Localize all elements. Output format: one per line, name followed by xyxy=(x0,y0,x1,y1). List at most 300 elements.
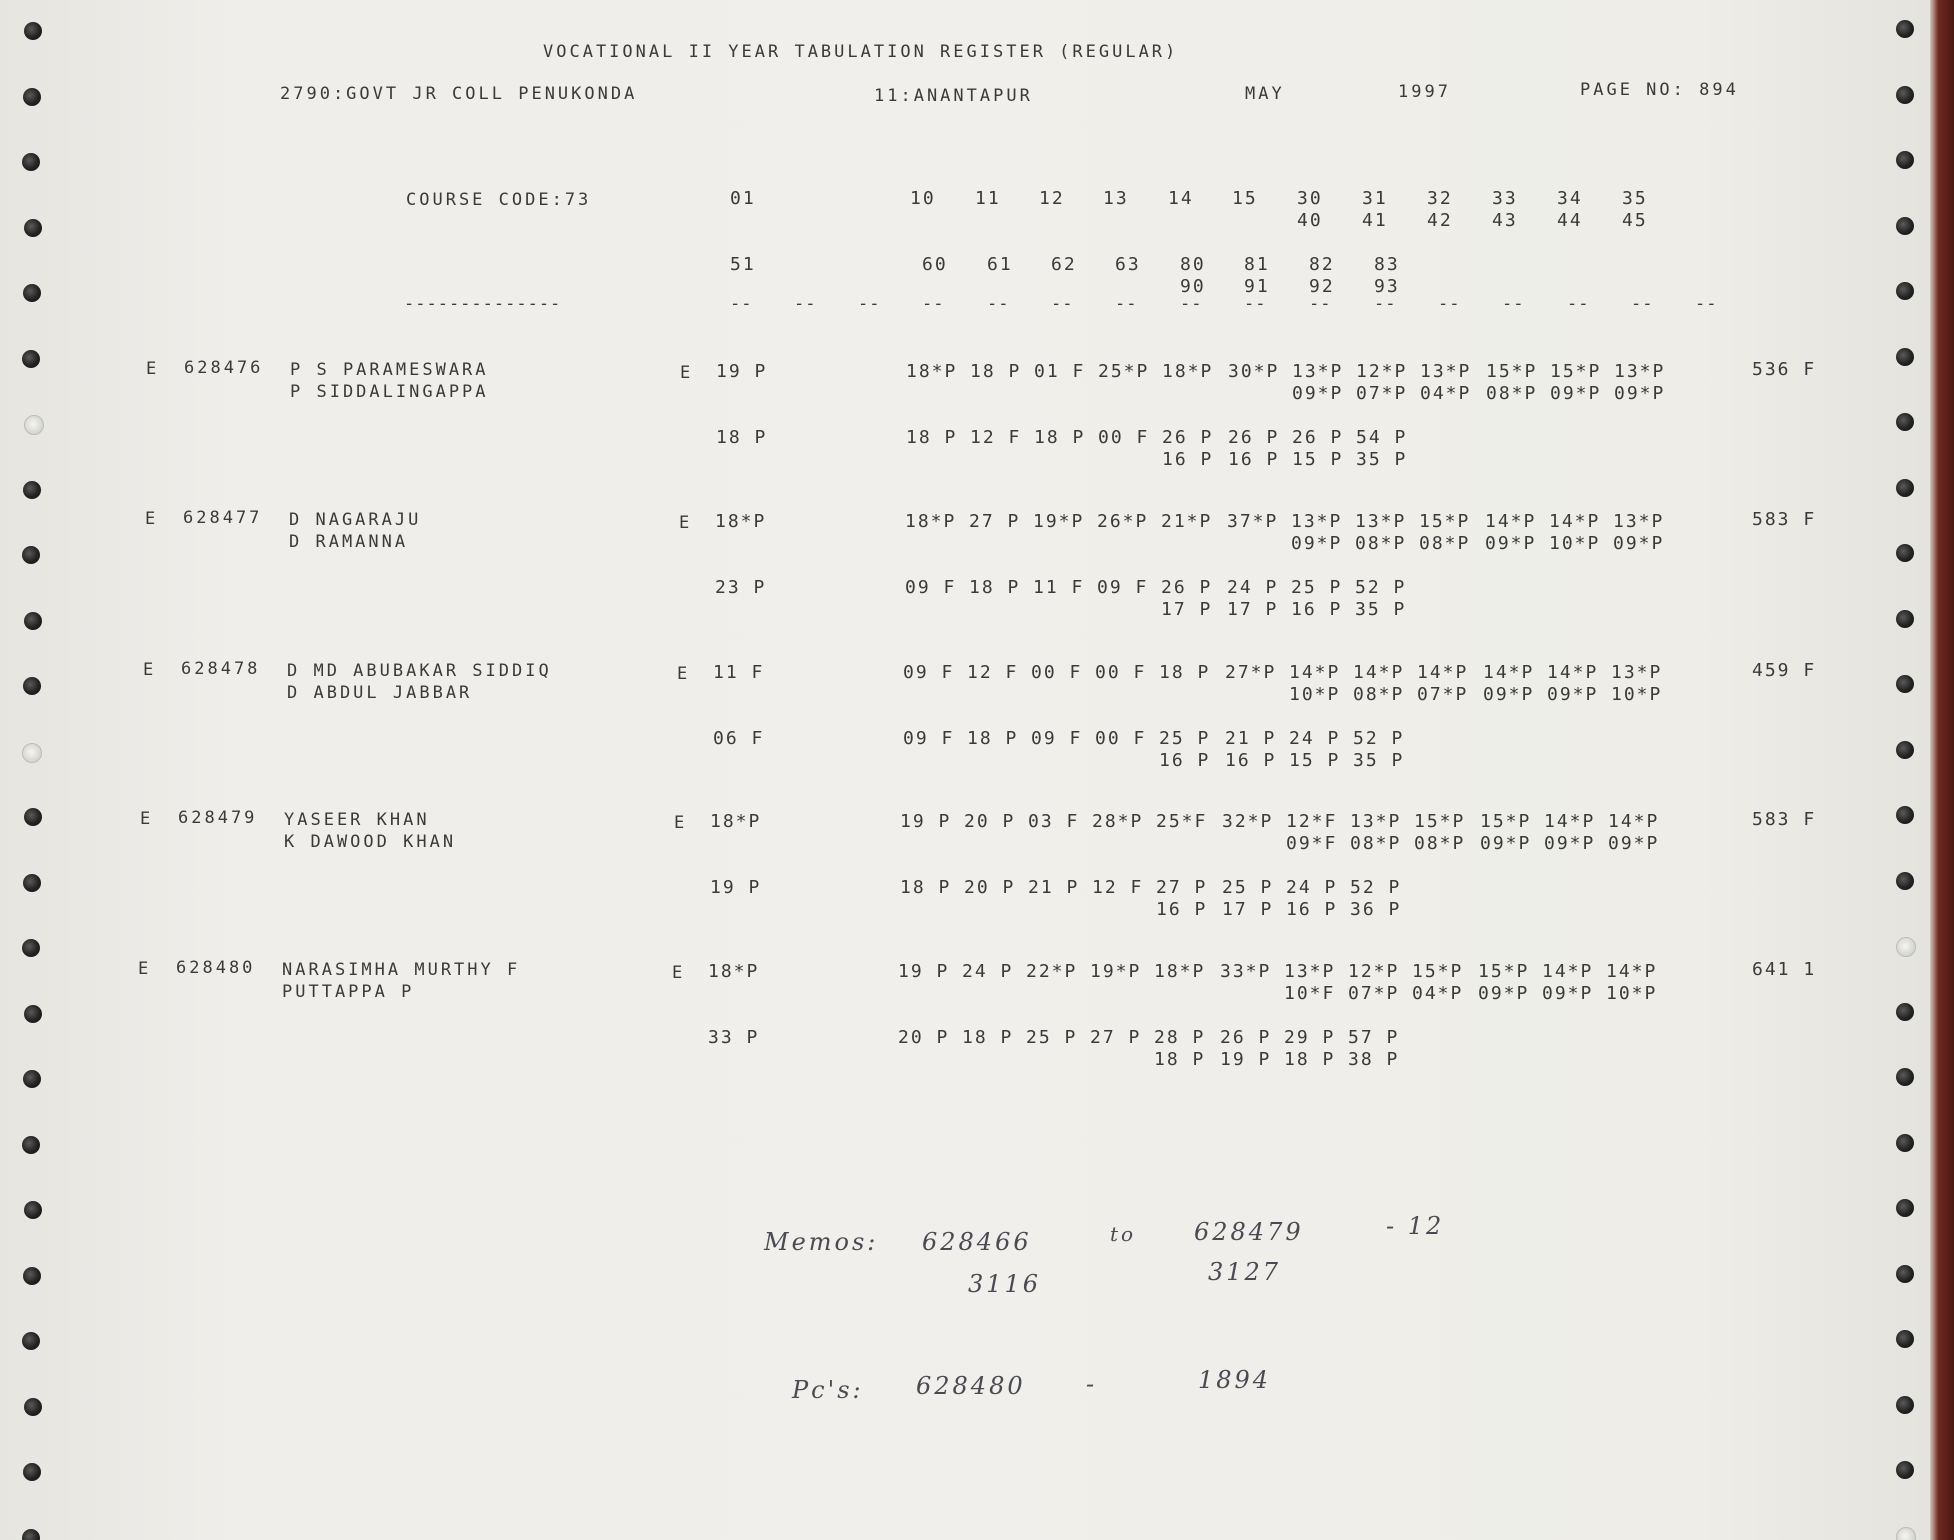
subject-mark: 33*P xyxy=(1220,961,1272,982)
subject-mark: 15*P xyxy=(1414,811,1466,832)
practical-mark: 00 F xyxy=(1095,728,1147,749)
subject-mark: 18*P xyxy=(1162,361,1214,382)
pcs-dash: - xyxy=(1086,1370,1098,1398)
subject-mark: 07*P xyxy=(1356,383,1408,404)
subject-mark: 15*P xyxy=(1550,361,1602,382)
feed-hole xyxy=(1896,282,1914,300)
subject-mark: 18*P xyxy=(905,511,957,532)
subject-code: 80 xyxy=(1180,254,1206,275)
total-marks: 583 F xyxy=(1752,809,1817,830)
column-dash: -- xyxy=(1051,294,1074,314)
pcs-sub: 1894 xyxy=(1198,1366,1272,1394)
feed-hole xyxy=(24,219,42,237)
subject-mark: 19*P xyxy=(1033,511,1085,532)
father-name: P SIDDALINGAPPA xyxy=(290,382,489,402)
subject-mark: 15*P xyxy=(1486,361,1538,382)
father-name: K DAWOOD KHAN xyxy=(284,832,457,852)
feed-hole xyxy=(1896,479,1914,497)
student-name: D MD ABUBAKAR SIDDIQ xyxy=(287,661,552,681)
subject-mark: 12*P xyxy=(1356,361,1408,382)
subject-mark: 10*P xyxy=(1611,684,1663,705)
subject-mark: 15*P xyxy=(1478,961,1530,982)
practical-mark: 26 P xyxy=(1161,577,1213,598)
second-year-mark: 23 P xyxy=(715,577,767,598)
exam-month: MAY xyxy=(1245,84,1285,104)
subject-mark: 22*P xyxy=(1026,961,1078,982)
feed-hole xyxy=(24,1005,42,1023)
subject-code: 93 xyxy=(1374,276,1400,297)
practical-mark: 11 F xyxy=(1033,577,1085,598)
practical-mark: 25 P xyxy=(1159,728,1211,749)
practical-mark: 27 P xyxy=(1090,1027,1142,1048)
subject-mark: 09*P xyxy=(1544,833,1596,854)
subject-code: 43 xyxy=(1492,210,1518,231)
subject-mark: 14*P xyxy=(1353,662,1405,683)
subject-mark: 37*P xyxy=(1227,511,1279,532)
subject-mark: 13*P xyxy=(1284,961,1336,982)
column-dash: -- xyxy=(1180,294,1203,314)
feed-hole xyxy=(1896,20,1914,38)
subject-code: 83 xyxy=(1374,254,1400,275)
practical-mark: 52 P xyxy=(1355,577,1407,598)
subject-mark: 14*P xyxy=(1289,662,1341,683)
subject-mark: 08*P xyxy=(1419,533,1471,554)
subject-mark: 08*P xyxy=(1414,833,1466,854)
practical-mark: 20 P xyxy=(898,1027,950,1048)
feed-hole xyxy=(23,1070,41,1088)
subject-code: 31 xyxy=(1362,188,1388,209)
subject-mark: 00 F xyxy=(1031,662,1083,683)
roll-number: 628477 xyxy=(183,508,263,528)
subject-mark: 14*P xyxy=(1483,662,1535,683)
page-number: PAGE NO: 894 xyxy=(1580,80,1739,100)
practical-mark: 16 P xyxy=(1162,449,1214,470)
column-dash: -- xyxy=(1502,294,1525,314)
practical-mark: 09 F xyxy=(903,728,955,749)
second-year-mark: 18 P xyxy=(716,427,768,448)
practical-mark: 09 F xyxy=(905,577,957,598)
feed-hole xyxy=(22,153,40,171)
feed-hole xyxy=(23,284,41,302)
practical-mark: 17 P xyxy=(1222,899,1274,920)
subject-code: 34 xyxy=(1557,188,1583,209)
subject-mark: 10*P xyxy=(1549,533,1601,554)
second-year-mark: 06 F xyxy=(713,728,765,749)
subject-mark: 14*P xyxy=(1544,811,1596,832)
pcs-label: Pc's: xyxy=(792,1376,864,1404)
subject-mark: 13*P xyxy=(1613,511,1665,532)
subject-code: 61 xyxy=(987,254,1013,275)
subject-code: 33 xyxy=(1492,188,1518,209)
subject-mark: 09*P xyxy=(1483,684,1535,705)
father-name: D RAMANNA xyxy=(289,532,409,552)
subject-mark: 13*P xyxy=(1611,662,1663,683)
practical-mark: 18 P xyxy=(1154,1049,1206,1070)
feed-hole xyxy=(1896,1396,1914,1414)
subject-mark: 13*P xyxy=(1420,361,1472,382)
subject-code: 14 xyxy=(1168,188,1194,209)
practical-mark: 35 P xyxy=(1353,750,1405,771)
subject-code: 15 xyxy=(1232,188,1258,209)
course-code: COURSE CODE:73 xyxy=(406,190,592,210)
memos-label: Memos: xyxy=(764,1228,879,1256)
practical-mark: 20 P xyxy=(964,877,1016,898)
subject-mark: 08*P xyxy=(1486,383,1538,404)
column-dash: -- xyxy=(858,294,881,314)
subject-mark: 15*P xyxy=(1412,961,1464,982)
practical-mark: 16 P xyxy=(1228,449,1280,470)
subject-mark: 09*P xyxy=(1292,383,1344,404)
subject-mark: 27*P xyxy=(1225,662,1277,683)
roll-number: 628479 xyxy=(178,808,258,828)
subject-code: 81 xyxy=(1244,254,1270,275)
subject-mark: 10*F xyxy=(1284,983,1336,1004)
subject-mark: 14*P xyxy=(1417,662,1469,683)
practical-mark: 15 P xyxy=(1289,750,1341,771)
practical-mark: 00 F xyxy=(1098,427,1150,448)
feed-hole xyxy=(23,1267,41,1285)
practical-mark: 16 P xyxy=(1286,899,1338,920)
column-dash: -- xyxy=(1374,294,1397,314)
feed-hole xyxy=(24,808,42,826)
practical-mark: 18 P xyxy=(962,1027,1014,1048)
subject-mark: 18 P xyxy=(970,361,1022,382)
practical-mark: 12 F xyxy=(970,427,1022,448)
practical-mark: 35 P xyxy=(1356,449,1408,470)
subject-mark: 13*P xyxy=(1355,511,1407,532)
practical-mark: 17 P xyxy=(1227,599,1279,620)
subject-mark: 09*P xyxy=(1542,983,1594,1004)
practical-mark: 26 P xyxy=(1292,427,1344,448)
practical-mark: 36 P xyxy=(1350,899,1402,920)
feed-hole xyxy=(23,874,41,892)
practical-mark: 18 P xyxy=(906,427,958,448)
practical-mark: 09 F xyxy=(1031,728,1083,749)
practical-mark: 29 P xyxy=(1284,1027,1336,1048)
subject-mark: 13*P xyxy=(1291,511,1343,532)
subject-mark: 12 F xyxy=(967,662,1019,683)
subject-mark: 14*P xyxy=(1608,811,1660,832)
subject-mark: 09*P xyxy=(1550,383,1602,404)
subject-mark: 09*P xyxy=(1614,383,1666,404)
feed-hole xyxy=(1896,86,1914,104)
subject-code: 45 xyxy=(1622,210,1648,231)
feed-hole xyxy=(23,1463,41,1481)
subject-mark: 19 P xyxy=(898,961,950,982)
subject-code: 44 xyxy=(1557,210,1583,231)
feed-hole xyxy=(24,22,42,40)
practical-mark: 17 P xyxy=(1161,599,1213,620)
exam-flag: E xyxy=(674,813,688,833)
subject-code: 91 xyxy=(1244,276,1270,297)
subject-mark: 04*P xyxy=(1412,983,1464,1004)
practical-mark: 18 P xyxy=(1034,427,1086,448)
subject-mark: 20 P xyxy=(964,811,1016,832)
first-year-mark: 19 P xyxy=(716,361,768,382)
subject-code: 62 xyxy=(1051,254,1077,275)
subject-mark: 14*P xyxy=(1485,511,1537,532)
subject-mark: 21*P xyxy=(1161,511,1213,532)
subject-mark: 01 F xyxy=(1034,361,1086,382)
feed-hole xyxy=(1896,741,1914,759)
practical-mark: 24 P xyxy=(1286,877,1338,898)
father-name: PUTTAPPA P xyxy=(282,982,415,1002)
column-dash: -- xyxy=(1244,294,1267,314)
subject-mark: 09*F xyxy=(1286,833,1338,854)
subject-mark: 07*P xyxy=(1348,983,1400,1004)
feed-hole xyxy=(1896,1199,1914,1217)
practical-mark: 52 P xyxy=(1353,728,1405,749)
first-year-mark: 18*P xyxy=(710,811,762,832)
practical-mark: 16 P xyxy=(1291,599,1343,620)
subject-mark: 19 P xyxy=(900,811,952,832)
subject-mark: 27 P xyxy=(969,511,1021,532)
subject-mark: 15*P xyxy=(1480,811,1532,832)
feed-hole xyxy=(22,939,40,957)
subject-code: 35 xyxy=(1622,188,1648,209)
column-dash: -- xyxy=(1115,294,1138,314)
second-year-mark: 19 P xyxy=(710,877,762,898)
column-dash: -- xyxy=(1631,294,1654,314)
practical-mark: 21 P xyxy=(1225,728,1277,749)
practical-mark: 18 P xyxy=(1284,1049,1336,1070)
feed-hole xyxy=(1896,348,1914,366)
subject-mark: 09*P xyxy=(1547,684,1599,705)
practical-mark: 24 P xyxy=(1289,728,1341,749)
subject-mark: 00 F xyxy=(1095,662,1147,683)
practical-mark: 26 P xyxy=(1228,427,1280,448)
practical-mark: 26 P xyxy=(1220,1027,1272,1048)
student-status: E xyxy=(138,959,152,979)
feed-hole xyxy=(24,415,44,435)
feed-hole xyxy=(1896,1265,1914,1283)
subject-code: 51 xyxy=(730,254,756,275)
subject-mark: 15*P xyxy=(1419,511,1471,532)
subject-code: 40 xyxy=(1297,210,1323,231)
subject-code: 41 xyxy=(1362,210,1388,231)
feed-hole xyxy=(1896,217,1914,235)
feed-hole xyxy=(22,743,42,763)
subject-mark: 10*P xyxy=(1289,684,1341,705)
feed-hole xyxy=(1896,806,1914,824)
practical-mark: 18 P xyxy=(900,877,952,898)
feed-hole xyxy=(22,546,40,564)
subject-mark: 12*P xyxy=(1348,961,1400,982)
subject-mark: 09*P xyxy=(1480,833,1532,854)
subject-code: 82 xyxy=(1309,254,1335,275)
subject-mark: 04*P xyxy=(1420,383,1472,404)
college-name: 2790:GOVT JR COLL PENUKONDA xyxy=(280,84,638,104)
feed-hole xyxy=(22,350,40,368)
practical-mark: 25 P xyxy=(1291,577,1343,598)
second-year-mark: 33 P xyxy=(708,1027,760,1048)
feed-hole xyxy=(1896,1330,1914,1348)
subject-mark: 09*P xyxy=(1613,533,1665,554)
roll-number: 628476 xyxy=(184,358,264,378)
column-dash: -- xyxy=(1567,294,1590,314)
course-underline: -------------- xyxy=(404,294,562,314)
subject-mark: 19*P xyxy=(1090,961,1142,982)
subject-mark: 14*P xyxy=(1542,961,1594,982)
feed-hole xyxy=(1896,872,1914,890)
feed-hole xyxy=(1896,544,1914,562)
feed-hole xyxy=(1896,151,1914,169)
subject-mark: 18*P xyxy=(906,361,958,382)
subject-mark: 14*P xyxy=(1549,511,1601,532)
first-year-mark: 18*P xyxy=(708,961,760,982)
first-year-mark: 11 F xyxy=(713,662,765,683)
student-status: E xyxy=(145,509,159,529)
student-name: YASEER KHAN xyxy=(284,810,430,830)
student-status: E xyxy=(140,809,154,829)
column-dash: -- xyxy=(1438,294,1461,314)
subject-mark: 13*P xyxy=(1614,361,1666,382)
register-title: VOCATIONAL II YEAR TABULATION REGISTER (REGULAR) xyxy=(543,42,1179,62)
feed-hole xyxy=(22,1332,40,1350)
subject-code: 90 xyxy=(1180,276,1206,297)
practical-mark: 24 P xyxy=(1227,577,1279,598)
student-name: NARASIMHA MURTHY F xyxy=(282,960,521,980)
subject-code: 01 xyxy=(730,188,756,209)
practical-mark: 12 F xyxy=(1092,877,1144,898)
practical-mark: 38 P xyxy=(1348,1049,1400,1070)
subject-mark: 13*P xyxy=(1350,811,1402,832)
practical-mark: 19 P xyxy=(1220,1049,1272,1070)
exam-flag: E xyxy=(679,513,693,533)
feed-hole xyxy=(1896,1461,1914,1479)
exam-flag: E xyxy=(677,664,691,684)
subject-code: 32 xyxy=(1427,188,1453,209)
memos-to: 628479 xyxy=(1194,1218,1304,1246)
practical-mark: 27 P xyxy=(1156,877,1208,898)
practical-mark: 52 P xyxy=(1350,877,1402,898)
first-year-mark: 18*P xyxy=(715,511,767,532)
subject-mark: 09 F xyxy=(903,662,955,683)
subject-mark: 30*P xyxy=(1228,361,1280,382)
subject-mark: 07*P xyxy=(1417,684,1469,705)
practical-mark: 16 P xyxy=(1156,899,1208,920)
memos-count: - 12 xyxy=(1386,1212,1445,1240)
student-status: E xyxy=(143,660,157,680)
feed-hole xyxy=(1896,1068,1914,1086)
subject-mark: 09*P xyxy=(1608,833,1660,854)
binder-edge xyxy=(1930,0,1954,1540)
feed-hole xyxy=(1896,675,1914,693)
subject-mark: 13*P xyxy=(1292,361,1344,382)
subject-code: 13 xyxy=(1103,188,1129,209)
subject-mark: 09*P xyxy=(1478,983,1530,1004)
roll-number: 628480 xyxy=(176,958,256,978)
district-name: 11:ANANTAPUR xyxy=(874,86,1033,106)
feed-hole xyxy=(23,481,41,499)
subject-mark: 10*P xyxy=(1606,983,1658,1004)
subject-mark: 25*P xyxy=(1098,361,1150,382)
exam-flag: E xyxy=(672,963,686,983)
subject-mark: 26*P xyxy=(1097,511,1149,532)
subject-code: 12 xyxy=(1039,188,1065,209)
father-name: D ABDUL JABBAR xyxy=(287,683,473,703)
feed-hole xyxy=(1896,937,1916,957)
practical-mark: 21 P xyxy=(1028,877,1080,898)
practical-mark: 16 P xyxy=(1159,750,1211,771)
subject-mark: 28*P xyxy=(1092,811,1144,832)
feed-hole xyxy=(23,88,41,106)
memos-sub-from: 3116 xyxy=(968,1270,1042,1298)
total-marks: 641 1 xyxy=(1752,959,1817,980)
practical-mark: 16 P xyxy=(1225,750,1277,771)
column-dash: -- xyxy=(1309,294,1332,314)
total-marks: 459 F xyxy=(1752,660,1817,681)
pcs-number: 628480 xyxy=(916,1372,1026,1400)
subject-mark: 18 P xyxy=(1159,662,1211,683)
feed-hole xyxy=(1896,610,1914,628)
roll-number: 628478 xyxy=(181,659,261,679)
student-status: E xyxy=(146,359,160,379)
subject-mark: 08*P xyxy=(1355,533,1407,554)
feed-hole xyxy=(24,1398,42,1416)
memos-sub-to: 3127 xyxy=(1208,1258,1282,1286)
subject-mark: 03 F xyxy=(1028,811,1080,832)
column-dash: -- xyxy=(1695,294,1718,314)
feed-hole xyxy=(1896,413,1914,431)
subject-mark: 09*P xyxy=(1291,533,1343,554)
subject-mark: 09*P xyxy=(1485,533,1537,554)
subject-mark: 32*P xyxy=(1222,811,1274,832)
memos-from: 628466 xyxy=(922,1228,1032,1256)
practical-mark: 09 F xyxy=(1097,577,1149,598)
column-dash: -- xyxy=(794,294,817,314)
total-marks: 583 F xyxy=(1752,509,1817,530)
practical-mark: 18 P xyxy=(969,577,1021,598)
student-name: P S PARAMESWARA xyxy=(290,360,489,380)
practical-mark: 25 P xyxy=(1026,1027,1078,1048)
practical-mark: 57 P xyxy=(1348,1027,1400,1048)
practical-mark: 18 P xyxy=(967,728,1019,749)
subject-code: 63 xyxy=(1115,254,1141,275)
subject-mark: 25*F xyxy=(1156,811,1208,832)
practical-mark: 28 P xyxy=(1154,1027,1206,1048)
subject-mark: 18*P xyxy=(1154,961,1206,982)
subject-code: 10 xyxy=(910,188,936,209)
practical-mark: 54 P xyxy=(1356,427,1408,448)
subject-mark: 14*P xyxy=(1547,662,1599,683)
feed-hole xyxy=(1896,1003,1914,1021)
feed-hole xyxy=(24,1201,42,1219)
feed-hole xyxy=(22,1136,40,1154)
memos-to-word: to xyxy=(1110,1222,1137,1246)
subject-mark: 24 P xyxy=(962,961,1014,982)
practical-mark: 35 P xyxy=(1355,599,1407,620)
exam-year: 1997 xyxy=(1398,82,1451,102)
column-dash: -- xyxy=(922,294,945,314)
practical-mark: 15 P xyxy=(1292,449,1344,470)
column-dash: -- xyxy=(730,294,753,314)
feed-hole xyxy=(23,677,41,695)
student-name: D NAGARAJU xyxy=(289,510,422,530)
column-dash: -- xyxy=(987,294,1010,314)
feed-hole xyxy=(1896,1134,1914,1152)
practical-mark: 26 P xyxy=(1162,427,1214,448)
subject-code: 30 xyxy=(1297,188,1323,209)
subject-code: 60 xyxy=(922,254,948,275)
subject-mark: 12*F xyxy=(1286,811,1338,832)
subject-code: 42 xyxy=(1427,210,1453,231)
subject-mark: 08*P xyxy=(1353,684,1405,705)
feed-hole xyxy=(24,612,42,630)
total-marks: 536 F xyxy=(1752,359,1817,380)
subject-code: 92 xyxy=(1309,276,1335,297)
subject-mark: 14*P xyxy=(1606,961,1658,982)
